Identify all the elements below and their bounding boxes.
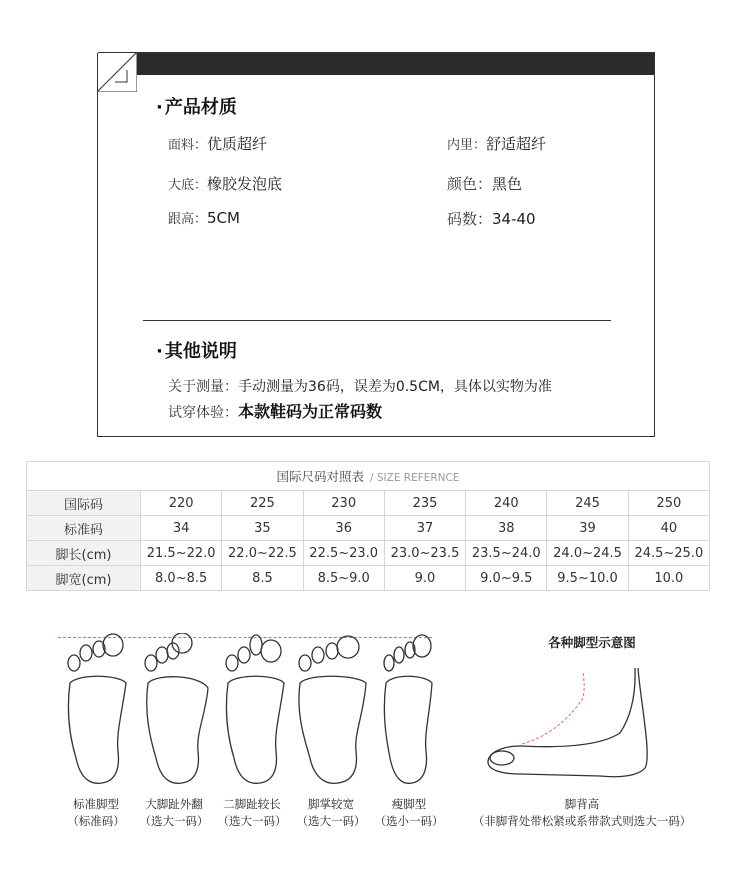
size-range: 码数：34-40	[447, 210, 536, 228]
instep-label: 脚背高 （非脚背处带松紧或系带款式则选大一码）	[472, 797, 692, 828]
lining-material: 内里：舒适超纤	[447, 135, 547, 153]
size-chart-title: 国际尺码对照表 / SIZE REFERNCE	[27, 462, 710, 491]
table-row	[27, 541, 710, 566]
table-cell: 24.0~24.5	[547, 541, 628, 566]
size-chart-caption-row	[27, 462, 710, 491]
section-divider	[143, 320, 611, 321]
table-cell: 220	[141, 491, 222, 516]
table-cell: 245	[547, 491, 628, 516]
row-header: 脚长(cm)	[27, 541, 141, 566]
row-header: 脚宽(cm)	[27, 566, 141, 591]
foot-type-label: 大脚趾外翻 （选大一码）	[139, 797, 209, 828]
table-cell: 22.0~22.5	[222, 541, 303, 566]
row-header: 国际码	[27, 491, 141, 516]
table-cell: 35	[222, 516, 303, 541]
table-cell: 10.0	[628, 566, 709, 591]
table-cell: 9.0	[384, 566, 465, 591]
table-cell: 37	[384, 516, 465, 541]
table-cell: 38	[466, 516, 547, 541]
table-cell: 34	[141, 516, 222, 541]
instep-diagram-title: 各种脚型示意图	[548, 635, 636, 650]
foot-type-label: 二脚趾较长 （选大一码）	[217, 797, 287, 828]
table-cell: 230	[303, 491, 384, 516]
fit-note: 试穿体验：本款鞋码为正常码数	[168, 402, 383, 421]
table-cell: 225	[222, 491, 303, 516]
foot-type-label: 标准脚型 （标准码）	[67, 797, 125, 828]
notes-title: · 其他说明	[156, 341, 237, 362]
folded-corner-icon	[97, 52, 137, 92]
table-cell: 40	[628, 516, 709, 541]
row-header: 标准码	[27, 516, 141, 541]
long-second-toe-icon	[218, 633, 290, 788]
table-cell: 23.5~24.0	[466, 541, 547, 566]
product-info-card	[97, 52, 655, 437]
wide-foot-icon	[296, 633, 368, 788]
table-row	[27, 566, 710, 591]
table-cell: 250	[628, 491, 709, 516]
standard-foot-icon	[60, 633, 132, 788]
size-chart-table	[26, 461, 710, 591]
table-cell: 240	[466, 491, 547, 516]
card-header-bar	[136, 53, 654, 75]
sole-material: 大底：橡胶发泡底	[168, 175, 283, 193]
measure-note: 关于测量：手动测量为36码，误差为0.5CM，具体以实物为准	[168, 379, 552, 395]
table-cell: 24.5~25.0	[628, 541, 709, 566]
table-row	[27, 491, 710, 516]
table-cell: 9.5~10.0	[547, 566, 628, 591]
table-cell: 9.0~9.5	[466, 566, 547, 591]
table-cell: 8.5~9.0	[303, 566, 384, 591]
materials-title: · 产品材质	[156, 97, 237, 118]
table-row	[27, 516, 710, 541]
upper-material: 面料：优质超纤	[168, 135, 268, 153]
table-cell: 8.0~8.5	[141, 566, 222, 591]
slim-foot-icon	[372, 633, 444, 788]
high-instep-foot-icon	[480, 658, 710, 788]
table-cell: 36	[303, 516, 384, 541]
foot-type-label: 脚掌较宽 （选大一码）	[296, 797, 366, 828]
table-cell: 21.5~22.0	[141, 541, 222, 566]
heel-height: 跟高：5CM	[168, 209, 240, 227]
table-cell: 22.5~23.0	[303, 541, 384, 566]
table-cell: 23.0~23.5	[384, 541, 465, 566]
table-cell: 39	[547, 516, 628, 541]
table-cell: 235	[384, 491, 465, 516]
color-spec: 颜色：黑色	[447, 175, 523, 193]
table-cell: 8.5	[222, 566, 303, 591]
bunion-foot-icon	[140, 633, 212, 788]
foot-type-label: 瘦脚型 （选小一码）	[374, 797, 444, 828]
